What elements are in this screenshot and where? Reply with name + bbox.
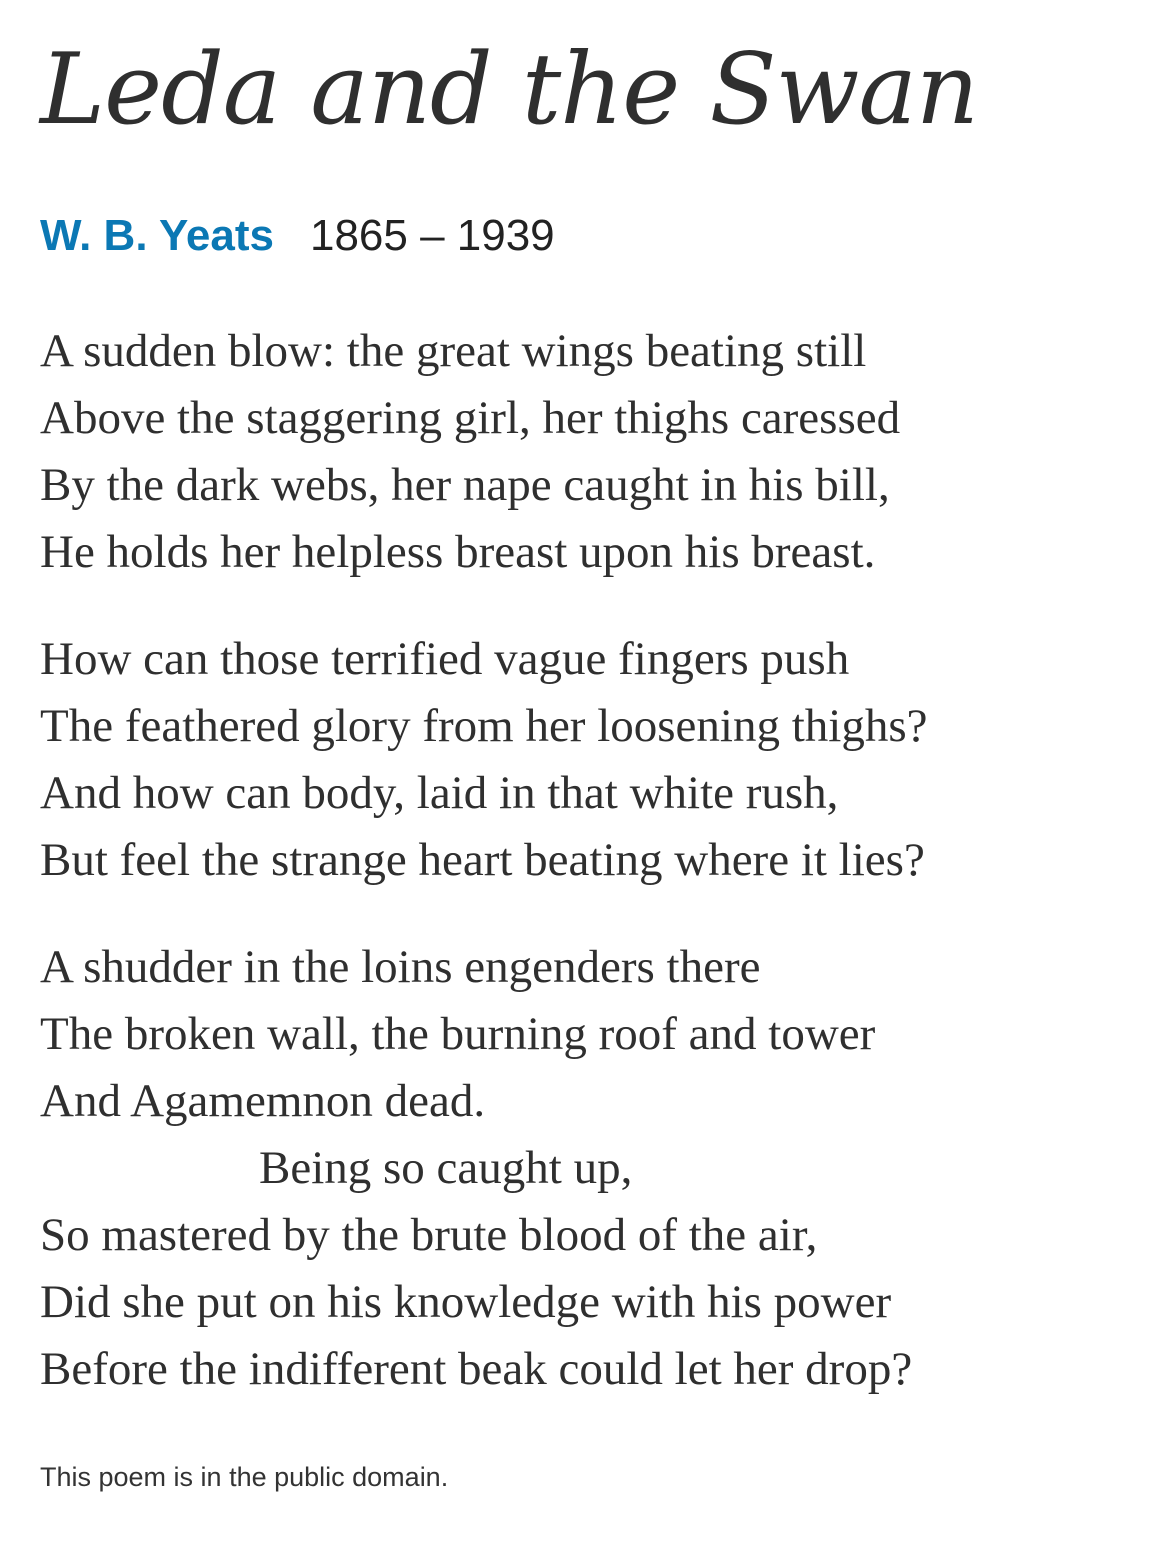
poem-line: A shudder in the loins engenders there — [40, 941, 761, 993]
byline — [40, 208, 555, 264]
stanza-1 — [40, 318, 928, 586]
poem-body — [40, 318, 928, 1443]
poem-line: He holds her helpless breast upon his breast. — [40, 526, 876, 578]
poem-line: Did she put on his knowledge with his power — [40, 1276, 892, 1328]
poem-line: A sudden blow: the great wings beating still — [40, 325, 867, 377]
poem-line-indented: Being so caught up, — [259, 1142, 633, 1194]
poem-line: By the dark webs, her nape caught in his bill, — [40, 459, 890, 511]
poem-line: Above the staggering girl, her thighs caressed — [40, 392, 901, 444]
poem-line: How can those terrified vague fingers push — [40, 633, 850, 685]
stanza-2 — [40, 626, 928, 894]
public-domain-note: This poem is in the public domain. — [40, 1462, 449, 1492]
poem-line: The broken wall, the burning roof and tower — [40, 1008, 876, 1060]
stanza-3 — [40, 934, 928, 1403]
poem-title: Leda and the Swan — [40, 33, 979, 147]
author-dates: 1865 – 1939 — [309, 211, 555, 260]
poem-line: And Agamemnon dead. — [40, 1075, 486, 1127]
author-link[interactable]: W. B. Yeats — [40, 211, 274, 260]
poem-line: Before the indifferent beak could let her drop? — [40, 1343, 913, 1395]
poem-line: And how can body, laid in that white rush, — [40, 767, 839, 819]
poem-line: But feel the strange heart beating where it lies? — [40, 834, 925, 886]
poem-line: So mastered by the brute blood of the air, — [40, 1209, 818, 1261]
poem-line: The feathered glory from her loosening thighs? — [40, 700, 928, 752]
